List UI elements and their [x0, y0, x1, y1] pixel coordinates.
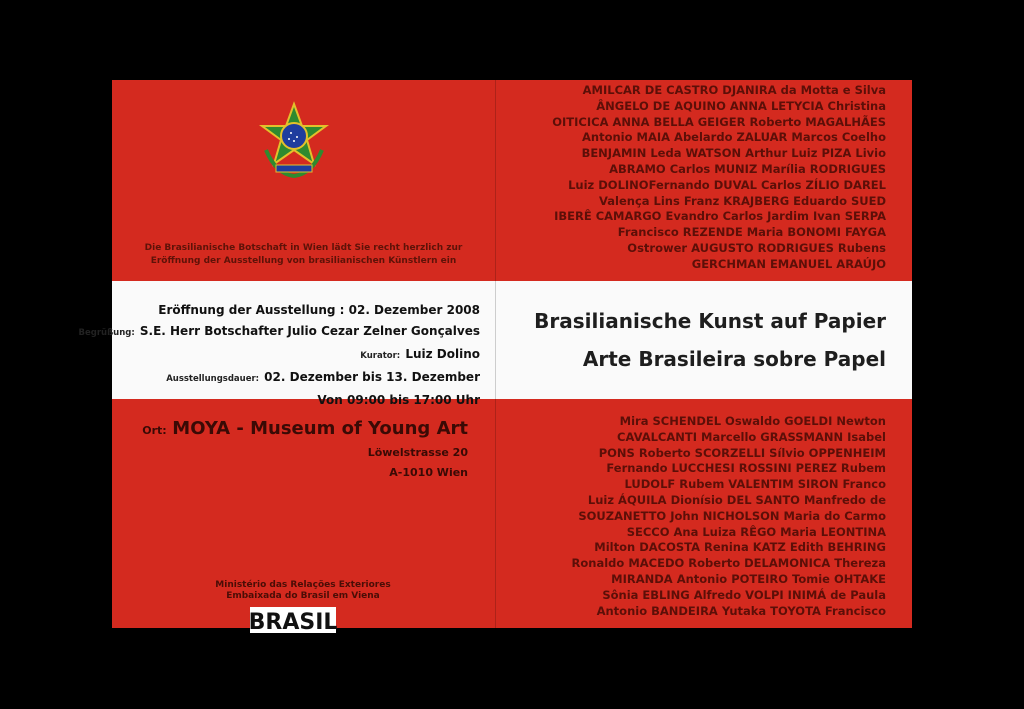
artist-line: SECCO Ana Luiza RÊGO Maria LEONTINA [626, 524, 886, 539]
invitation-line-2: Eröffnung der Ausstellung von brasilianischen Künstlern ein [150, 256, 457, 266]
greeting-value: S.E. Herr Botschafter Julio Cezar Zelner Gonçalves [139, 324, 480, 338]
duration-label: Ausstellungsdauer: [166, 374, 260, 384]
invitation-text [112, 242, 495, 268]
fold-line [495, 80, 496, 628]
opening-hours: Von 09:00 bis 17:00 Uhr [317, 393, 480, 407]
artist-line: ÂNGELO DE AQUINO ANNA LETYCIA Christina [596, 98, 886, 113]
artist-line: Mira SCHENDEL Oswaldo GOELDI Newton [619, 414, 886, 428]
artist-line: CAVALCANTI Marcello GRASSMANN Isabel [617, 429, 886, 444]
artist-line: Valença Lins Franz KRAJBERG Eduardo SUED [598, 193, 886, 208]
artist-line: SOUZANETTO John NICHOLSON Maria do Carmo [578, 508, 886, 523]
artist-line: Sônia EBLING Alfredo VOLPI INIMÁ de Paula [602, 587, 886, 602]
artist-line: Antonio MAIA Abelardo ZALUAR Marcos Coelho [582, 130, 886, 145]
artist-line: Fernando LUCCHESI ROSSINI PEREZ Rubem [606, 461, 886, 476]
curator-label: Kurator: [360, 351, 401, 361]
artist-line: Ronaldo MACEDO Roberto DELAMONICA Thereza [571, 556, 886, 571]
venue-label: Ort: [142, 424, 167, 437]
artist-line: Francisco REZENDE Maria BONOMI FAYGA [617, 225, 886, 240]
artist-line: LUDOLF Rubem VALENTIM SIRON Franco [624, 477, 886, 492]
coat-of-arms-emblem [258, 102, 330, 182]
opening-date: Eröffnung der Ausstellung : 02. Dezember 2008 [158, 303, 480, 317]
venue-city: A-1010 Wien [389, 466, 468, 479]
artist-line: ABRAMO Carlos MUNIZ Marília RODRIGUES [609, 161, 886, 176]
title-german: Brasilianische Kunst auf Papier [534, 309, 886, 333]
ministry-line-1: Ministério das Relações Exteriores [215, 580, 391, 590]
ministry-line-2: Embaixada do Brasil em Viena [226, 591, 380, 601]
venue-street: Löwelstrasse 20 [367, 446, 468, 459]
artist-line: Antonio BANDEIRA Yutaka TOYOTA Francisco [596, 603, 886, 618]
brasil-logo-text: BRASIL [248, 610, 338, 635]
curator-value: Luiz Dolino [405, 347, 480, 361]
artist-line: IBERÊ CAMARGO Evandro Carlos Jardim Ivan SERPA [554, 209, 886, 224]
artist-line: OITICICA ANNA BELLA GEIGER Roberto MAGALHÃES [552, 114, 886, 129]
artist-line: Milton DACOSTA Renina KATZ Edith BEHRING [594, 540, 886, 555]
ministry-block [214, 580, 392, 602]
invitation-line-1: Die Brasilianische Botschaft in Wien lädt Sie recht herzlich zur [144, 243, 463, 253]
artist-line: Luiz ÁQUILA Dionísio DEL SANTO Manfredo de [587, 492, 886, 507]
artist-line: BENJAMIN Leda WATSON Arthur Luiz PIZA Livio [581, 146, 886, 161]
venue-name: MOYA - Museum of Young Art [172, 418, 468, 439]
venue-block [142, 418, 468, 483]
artist-line: Ostrower AUGUSTO RODRIGUES Rubens [627, 240, 886, 255]
greeting-label: Begrüßung: [78, 328, 135, 338]
artist-line: GERCHMAN EMANUEL ARAÚJO [691, 256, 886, 271]
artists-list-top [534, 83, 886, 273]
title-portuguese: Arte Brasileira sobre Papel [582, 347, 886, 371]
artist-line: PONS Roberto SCORZELLI Sílvio OPPENHEIM [598, 445, 886, 460]
artist-line: Luiz DOLINOFernando DUVAL Carlos ZÍLIO DAREL [568, 177, 886, 192]
opening-details [79, 299, 481, 410]
artist-line: MIRANDA Antonio POTEIRO Tomie OHTAKE [611, 571, 886, 586]
duration-value: 02. Dezember bis 13. Dezember [264, 370, 480, 384]
brasil-logo [250, 607, 336, 633]
artist-line: AMILCAR DE CASTRO DJANIRA da Motta e Silva [582, 83, 886, 97]
invitation-card [78, 80, 912, 635]
artists-list-bottom [534, 414, 886, 619]
